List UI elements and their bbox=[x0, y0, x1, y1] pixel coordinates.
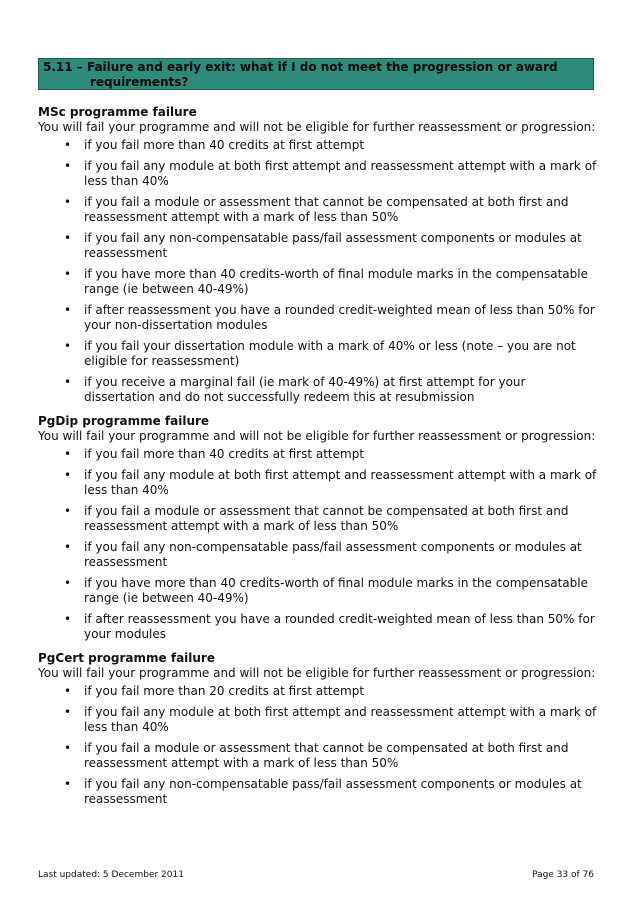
bullet-icon: • bbox=[64, 576, 72, 590]
list-item bbox=[38, 576, 598, 606]
list-item-text: if you fail more than 40 credits at first attempt bbox=[84, 138, 365, 152]
page-footer bbox=[38, 870, 594, 880]
list-item-text: if after reassessment you have a rounded credit-weighted mean of less than 50% for your modules bbox=[84, 612, 595, 641]
list-item bbox=[38, 195, 598, 225]
bullet-icon: • bbox=[64, 684, 72, 698]
list-item-text: if you fail a module or assessment that cannot be compensated at both first and reassessment attempt with a mark of less than 50% bbox=[84, 741, 569, 770]
list-item-text: if you fail your dissertation module with a mark of 40% or less (note – you are not eligible for reassessment) bbox=[84, 339, 576, 368]
list-item-text: if you fail any module at both first attempt and reassessment attempt with a mark of less than 40% bbox=[84, 159, 597, 188]
list-item-text: if you fail any module at both first attempt and reassessment attempt with a mark of less than 40% bbox=[84, 468, 597, 497]
list-item bbox=[38, 504, 598, 534]
bullet-icon: • bbox=[64, 705, 72, 719]
msc-list bbox=[38, 138, 598, 405]
list-item-text: if you fail a module or assessment that cannot be compensated at both first and reassessment attempt with a mark of less than 50% bbox=[84, 195, 569, 224]
pgcert-intro: You will fail your programme and will not be eligible for further reassessment or progression: bbox=[38, 666, 596, 680]
list-item-text: if you fail more than 40 credits at first attempt bbox=[84, 447, 365, 461]
bullet-icon: • bbox=[64, 303, 72, 317]
pgdip-intro: You will fail your programme and will not be eligible for further reassessment or progression: bbox=[38, 429, 596, 443]
list-item-text: if you fail any module at both first attempt and reassessment attempt with a mark of less than 40% bbox=[84, 705, 597, 734]
bullet-icon: • bbox=[64, 741, 72, 755]
list-item bbox=[38, 339, 598, 369]
bullet-icon: • bbox=[64, 138, 72, 152]
list-item bbox=[38, 612, 598, 642]
bullet-icon: • bbox=[64, 447, 72, 461]
list-item bbox=[38, 267, 598, 297]
bullet-icon: • bbox=[64, 540, 72, 554]
list-item-text: if you fail any non-compensatable pass/fail assessment components or modules at reassessment bbox=[84, 777, 582, 806]
page-number: Page 33 of 76 bbox=[532, 870, 594, 880]
bullet-icon: • bbox=[64, 195, 72, 209]
pgdip-list bbox=[38, 447, 598, 642]
section-header bbox=[38, 58, 594, 90]
list-item-text: if you fail more than 20 credits at first attempt bbox=[84, 684, 365, 698]
bullet-icon: • bbox=[64, 612, 72, 626]
pgdip-heading: PgDip programme failure bbox=[38, 414, 210, 428]
list-item-text: if you fail a module or assessment that cannot be compensated at both first and reassessment attempt with a mark of less than 50% bbox=[84, 504, 569, 533]
bullet-icon: • bbox=[64, 777, 72, 791]
section-title-continued: requirements? bbox=[90, 75, 189, 89]
section-title: 5.11 – Failure and early exit: what if I do not meet the progression or award bbox=[43, 60, 558, 74]
bullet-icon: • bbox=[64, 468, 72, 482]
list-item-text: if you fail any non-compensatable pass/fail assessment components or modules at reassessment bbox=[84, 231, 582, 260]
list-item bbox=[38, 231, 598, 261]
list-item-text: if you receive a marginal fail (ie mark of 40-49%) at first attempt for your dissertation and do not successfully redeem this at resubmission bbox=[84, 375, 526, 404]
list-item bbox=[38, 375, 598, 405]
list-item-text: if you fail any non-compensatable pass/fail assessment components or modules at reassessment bbox=[84, 540, 582, 569]
list-item bbox=[38, 303, 598, 333]
list-item-text: if after reassessment you have a rounded credit-weighted mean of less than 50% for your non-dissertation modules bbox=[84, 303, 595, 332]
list-item bbox=[38, 741, 598, 771]
bullet-icon: • bbox=[64, 231, 72, 245]
msc-heading: MSc programme failure bbox=[38, 105, 197, 119]
bullet-icon: • bbox=[64, 339, 72, 353]
list-item bbox=[38, 138, 598, 153]
msc-intro: You will fail your programme and will not be eligible for further reassessment or progression: bbox=[38, 120, 596, 134]
bullet-icon: • bbox=[64, 375, 72, 389]
pgcert-list bbox=[38, 684, 598, 807]
bullet-icon: • bbox=[64, 267, 72, 281]
list-item bbox=[38, 540, 598, 570]
list-item bbox=[38, 684, 598, 699]
content bbox=[38, 105, 598, 816]
list-item bbox=[38, 468, 598, 498]
last-updated: Last updated: 5 December 2011 bbox=[38, 870, 184, 880]
list-item bbox=[38, 777, 598, 807]
list-item bbox=[38, 705, 598, 735]
bullet-icon: • bbox=[64, 159, 72, 173]
pgcert-heading: PgCert programme failure bbox=[38, 651, 215, 665]
bullet-icon: • bbox=[64, 504, 72, 518]
list-item-text: if you have more than 40 credits-worth of final module marks in the compensatable range (ie between 40-49%) bbox=[84, 576, 588, 605]
list-item bbox=[38, 159, 598, 189]
list-item-text: if you have more than 40 credits-worth of final module marks in the compensatable range (ie between 40-49%) bbox=[84, 267, 588, 296]
list-item bbox=[38, 447, 598, 462]
